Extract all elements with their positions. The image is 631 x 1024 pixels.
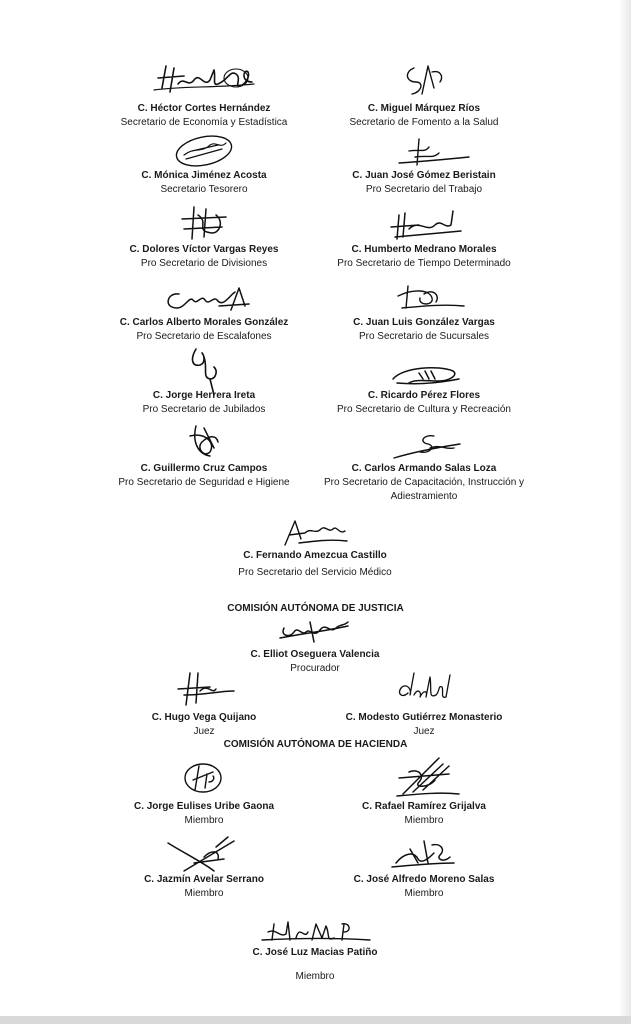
signatory-role: Pro Secretario del Trabajo [365,184,483,195]
signatory-name: C. Modesto Gutiérrez Monasterio [345,712,503,723]
handwritten-signature [84,280,324,326]
signatory-name: C. José Alfredo Moreno Salas [353,874,495,885]
signatory-name: C. Ricardo Pérez Flores [367,390,481,401]
handwritten-signature [304,669,544,715]
signatory-name: C. Juan José Gómez Beristain [352,170,496,181]
section-heading-hacienda: COMISIÓN AUTÓNOMA DE HACIENDA [223,739,408,750]
signatory-name: C. Jorge Herrera Ireta [152,390,256,401]
signatory-role: Pro Secretario de Divisiones [140,258,268,269]
signature-block-jose-alfredo-moreno [304,873,544,901]
signature-block-hugo-vega [84,711,324,739]
handwritten-signature [304,278,544,324]
signatory-role: Miembro [404,815,444,826]
signatory-name: C. Jorge Eulises Uribe Gaona [133,801,275,812]
signatory-name: C. Rafael Ramírez Grijalva [362,801,486,812]
signatory-role: Pro Secretario de Cultura y Recreación [337,404,511,415]
signature-block-hector-cortes [84,102,324,130]
handwritten-signature [195,612,435,658]
signature-block-jazmin-avelar [84,873,324,901]
signature-block-jose-luz-macias [195,946,435,984]
handwritten-signature [195,515,435,561]
signatory-role: Miembro [404,888,444,899]
signatory-role-continued: Adiestramiento [390,491,458,502]
handwritten-signature [304,833,544,879]
signatory-role: Pro Secretario de Jubilados [142,404,266,415]
signatory-name: C. Jazmín Avelar Serrano [144,874,264,885]
signatory-role: Juez [193,726,215,737]
signatory-name: C. José Luz Macias Patiño [252,947,378,958]
signature-block-jorge-uribe [84,800,324,828]
signatory-role: Miembro [184,888,224,899]
signature-block-ricardo-perez [304,389,544,417]
signatory-name: C. Juan Luis González Vargas [353,317,495,328]
signatory-role: Miembro [295,971,335,982]
signature-block-juan-jose-gomez [304,169,544,197]
signature-block-carlos-morales [84,316,324,344]
signature-block-miguel-marquez [304,102,544,130]
signature-block-monica-jimenez [84,169,324,197]
signatory-role: Secretario de Economía y Estadística [120,117,288,128]
signature-block-modesto-gutierrez [304,711,544,739]
signatory-role: Miembro [184,815,224,826]
handwritten-signature [84,203,324,249]
handwritten-signature [84,58,324,104]
signatory-role: Pro Secretario de Sucursales [358,331,490,342]
handwritten-signature [304,205,544,251]
page-bottom-edge [0,1016,631,1024]
signatory-name: C. Dolores Víctor Vargas Reyes [129,244,279,255]
signatory-role: Juez [413,726,435,737]
signatory-name: C. Héctor Cortes Hernández [137,103,271,114]
handwritten-signature [304,135,544,181]
handwritten-signature [304,58,544,104]
signatory-name: C. Carlos Alberto Morales González [119,317,289,328]
page-edge-shadow [618,0,631,1016]
signatory-role: Pro Secretario de Escalafones [136,331,272,342]
handwritten-signature [84,422,324,468]
section-heading-justicia: COMISIÓN AUTÓNOMA DE JUSTICIA [227,603,404,614]
signatory-role: Pro Secretario de Seguridad e Higiene [118,477,290,488]
signatory-role: Pro Secretario de Capacitación, Instrucción y [323,477,525,488]
handwritten-signature [84,833,324,879]
signatory-role: Secretario de Fomento a la Salud [349,117,499,128]
handwritten-signature [304,430,544,476]
signatory-role: Secretario Tesorero [160,184,248,195]
signature-block-jorge-herrera [84,389,324,417]
signature-block-carlos-salas [304,462,544,504]
signatory-name: C. Carlos Armando Salas Loza [351,463,497,474]
signature-block-juan-luis-gonzalez [304,316,544,344]
handwritten-signature [304,359,544,405]
signatory-name: C. Fernando Amezcua Castillo [243,550,387,561]
signatory-role: Procurador [290,663,340,674]
signature-block-dolores-vargas [84,243,324,271]
handwritten-signature [195,918,435,964]
signatory-name: C. Guillermo Cruz Campos [140,463,268,474]
signatory-role: Pro Secretario de Tiempo Determinado [337,258,511,269]
signature-block-fernando-amezcua [195,549,435,580]
signatory-name: C. Miguel Márquez Ríos [367,103,481,114]
handwritten-signature [84,669,324,715]
handwritten-signature [84,129,324,175]
signature-block-humberto-medrano [304,243,544,271]
signature-block-guillermo-cruz [84,462,324,490]
handwritten-signature [304,754,544,800]
handwritten-signature [84,345,324,391]
signatory-name: C. Elliot Oseguera Valencia [250,649,380,660]
signature-block-rafael-ramirez [304,800,544,828]
signatory-name: C. Mónica Jiménez Acosta [141,170,267,181]
signatory-name: C. Humberto Medrano Morales [351,244,497,255]
signatory-name: C. Hugo Vega Quijano [151,712,257,723]
signatory-role: Pro Secretario del Servicio Médico [238,567,392,578]
handwritten-signature [84,758,324,804]
